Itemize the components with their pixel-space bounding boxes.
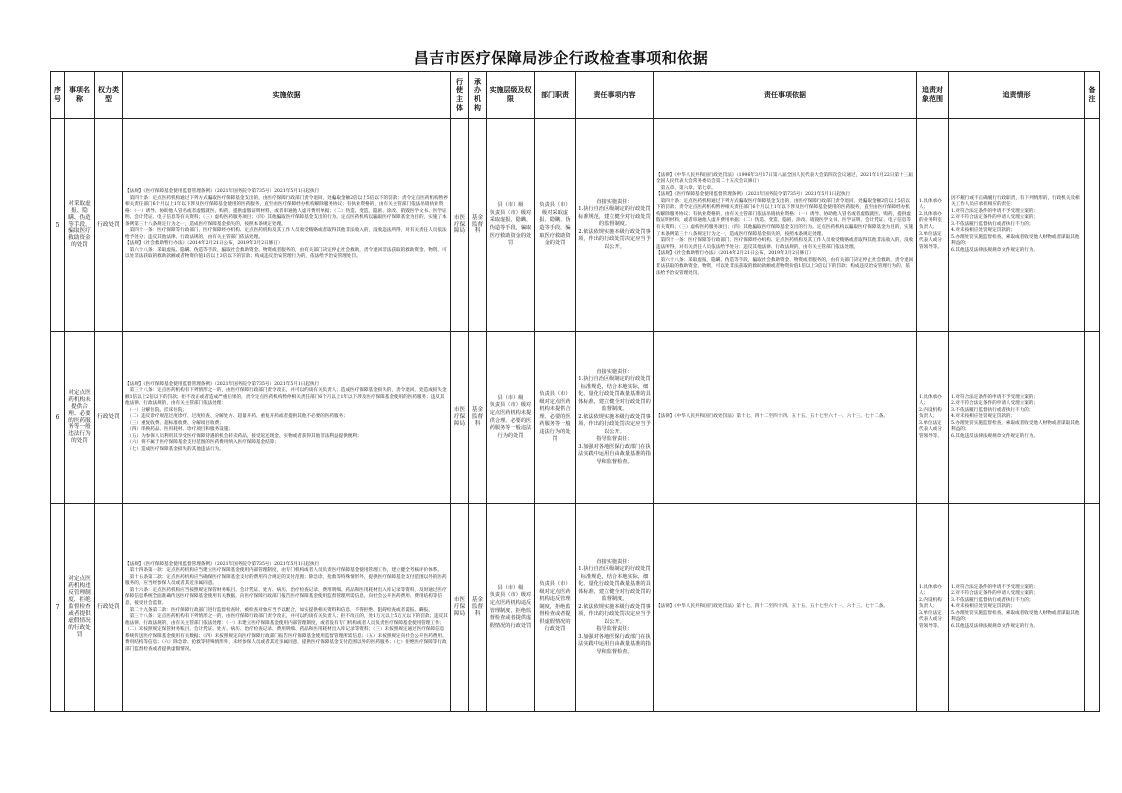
row-seq: 7 [51,504,65,712]
row-subject: 市医疗保障局 [451,119,469,332]
header-name: 事项名称 [65,72,95,119]
row-name: 对定点医药机构违反管理制度，拒绝监督检查或者提供虚假情况的行政处罚 [65,504,95,712]
row-situation: 因不履行或不正确履行行政职责，有下列情形的，行政机关及相关工作人员应承担相应的责任： 1.对符合法定条件的申请不予受理立案的； 2.对不符合法定条件的申请人受理立案的； 3.不依法履行监督执行或者执行不力的； 4.对未按相应处罚规定罚款的； 5.办理处罚实施监督检查，索取或者收受他人财物或者谋取其他利益的； 6.其他违反法律法规规章文件规定的行为。 [949,119,1085,332]
header-scope: 追责对象范围 [917,72,949,119]
row-type: 行政处罚 [95,119,123,332]
header-agency: 承办机构 [469,72,487,119]
row-resp: 直接实施责任： 1.执行自治区级制定的行政处罚标准规范，建立健全对行政处罚的监督制度。 2.依法依规实施本级行政处罚事项，作出的行政处罚决定应当予以公开。 [576,119,654,332]
row-name: 对采取虚报、隐瞒、伪造等手段，骗取医疗救助资金的处罚 [65,119,95,332]
row-level-tier: 县（市）级 [497,394,524,401]
row-note [1085,504,1100,712]
row-seq: 5 [51,119,65,332]
row-subject: 市医疗保障局 [451,504,469,712]
row-duty: 负责县（市）级对定点医药机构未提供合理、必要的医药服务等一般违法行为的处罚 [535,332,576,504]
row-scope: 1.具体承办人； 2.具体承办的业务科室负责人； 3.单位法定代表人或分管领导等。 [917,119,949,332]
row-note [1085,332,1100,504]
header-subject: 行使主体 [451,72,469,119]
row-seq: 6 [51,332,65,504]
header-type: 权力类型 [95,72,123,119]
row-level-tier: 县（市）级 [497,584,524,591]
row-level-desc: 负责县（市）级对定点医药机构违反管理制度，拒绝监督检查或者提供虚假情况的行政处罚 [489,592,532,629]
header-basis: 实施依据 [123,72,451,119]
inspection-table [50,71,1100,712]
row-level [487,332,535,504]
row-note [1085,119,1100,332]
row-duty: 负责县（市）级对采取虚报、隐瞒、伪造等手段，骗取医疗救助资金的处罚 [535,119,576,332]
row-agency: 基金监督科 [469,119,487,332]
row-level [487,504,535,712]
row-resp-basis: 【法律】《中华人民共和国行政处罚法》（1996年3月17日第八届全国人民代表大会第四次会议通过，2021年1月22日第十三届全国人民代表大会常务委员会第二十五次会议修订） 第五章、第六章、第七章。 【法规】《医疗保障基金使用监督管理条例》（2021年国务院令第735号）2021年5月1日起执行 第四十条：定点医药机构通过下列方式骗取医疗保障基金支出的，由医疗保障行政部门责令退回，处骗取金额2倍以上5倍以下的罚款；责令定点医药机构暂停相关责任部门6个月以上1年以下涉及医疗保障基金使用的医药服务，直至由医疗保障经办机构解除服务协议；有执业资格的，由有关主管部门依法吊销执业资格：（一）诱导、协助他人冒名或者虚假就医、购药，提供虚假证明材料，或者串通他人虚开费用单据；（二）伪造、变造、隐匿、涂改、销毁医学文书、医学证明、会计凭证、电子信息等有关资料；（三）虚构医药服务项目；（四）其他骗取医疗保障基金支出的行为。定点医药机构以骗取医疗保障基金为目的，实施了本条例第三十八条规定行为之一，造成医疗保障基金损失的，按照本条规定处理。 第四十一条：医疗保障等行政部门、医疗保障经办机构、定点医药机构及其工作人员收受贿赂或者取得其他非法收入的，没收违法所得，对有关责任人员依法给予处分；违反其他法律、行政法规的，由有关主管部门依法处理。 【法规】《社会救助暂行办法》（2014年2月21日公布，2019年3月2日修订） 第六十八条：采取虚报、隐瞒、伪造等手段，骗取社会救助资金、物资或者服务的，由有关部门决定停止社会救助，责令退回非法获取的救助资金、物资，可以处非法获取的救助款额或者物资价值1倍以上3倍以下的罚款；构成违反治安管理行为的，依法给予治安管理处罚。 [654,119,917,332]
row-name: 对定点医药机构未提供合理、必要的医药服务等一般违法行为的处罚 [65,332,95,504]
table-row [51,504,1100,712]
row-level-desc: 负责县（市）级对采取虚报、隐瞒、伪造等手段，骗取医疗救助资金的处罚 [489,209,532,247]
row-resp: 直接实施责任： 1.执行自治区级制定的行政处罚标准规范，结合本地实际，细化、量化行政处罚裁量基准的具体标准，建立健全对行政处罚的监督制度。 2.依法依规实施本级行政处罚事项，作出的行政处罚决定应当予以公开。 指导监督责任： 3.加强对各地医保行政部门在执法实践中运用自由裁量基准的指导和监督检查。 [576,332,654,504]
row-situation: 1.对符合法定条件的申请不予受理立案的； 2.对不符合法定条件的申请人受理立案的； 3.不依法履行监督执行或者执行不力的； 4.对未按相应处罚规定罚款的； 5.办理处罚实施监督检查，索取或者收受他人财物或者谋取其他利益的； 6.其他违反法律法规规章文件规定的行为。 [949,504,1085,712]
row-subject: 市医疗保障局 [451,332,469,504]
row-agency: 基金监督科 [469,504,487,712]
row-basis: 【法规】《医疗保障基金使用监督管理条例》（2021年国务院令第735号）2021年5月1日起执行 第三十八条：定点医药机构有下列情形之一的，由医疗保障行政部门责令改正，并可以约谈有关负责人；造成医疗保障基金损失的，责令退回，处造成损失金额1倍以上2倍以下的罚款；拒不改正或者造成严重后果的，责令定点医药机构暂停相关责任部门6个月以上1年以下涉及医疗保障基金使用的医药服务；违反其他法律、行政法规的，由有关主管部门依法处理： （一）分解住院、挂床住院； （二）违反诊疗规范过度诊疗、过度检查、分解处方、超量开药、重复开药或者提供其他不必要的医药服务； （三）重复收费、超标准收费、分解项目收费； （四）串换药品、医用耗材、诊疗项目和服务设施； （五）为参保人员利用其享受医疗保障待遇的机会转卖药品，接受返还现金、实物或者获得其他非法利益提供便利； （六）将不属于医疗保障基金支付范围的医药费用纳入医疗保障基金结算； （七）造成医疗保障基金损失的其他违法行为。 [123,332,451,504]
row-resp-basis: 【法律】《中华人民共和国行政处罚法》第十七、四十二至四十四、五十五、五十七至六十一、六十三、七十二条。 [654,504,917,712]
header-note: 备注 [1085,72,1100,119]
header-level: 实施层级及权限 [487,72,535,119]
document-title: 昌吉市医疗保障局涉企行政检查事项和依据 [413,49,709,67]
row-scope: 1.具体承办人； 2.内设机构负责人； 3.单位法定代表人或分管领导等。 [917,504,949,712]
header-situation: 追责情形 [949,72,1085,119]
row-level-desc: 负责县（市）级对定点医药机构未提供合理、必要的医药服务等一般违法行为的处罚 [489,402,532,439]
header-resp: 责任事项内容 [576,72,654,119]
row-resp: 直接实施责任： 1.执行自治区级制定的行政处罚标准规范，结合本地实际，细化、量化行政处罚裁量基准的具体标准，建立健全对行政处罚的监督制度。 2.依法依规实施本级行政处罚事项，作出的行政处罚决定应当予以公开。 指导监督责任： 3.加强对各地医保行政部门在执法实践中运用自由裁量基准的指导和监督检查。 [576,504,654,712]
row-situation: 1.对符合法定条件的申请不予受理立案的； 2.对不符合法定条件的申请人受理立案的； 3.不依法履行监督执行或者执行不力的； 4.对未按相应处罚规定罚款的； 5.办理处罚实施监督检查，索取或者收受他人财物或者谋取其他利益的； 6.其他违反法律法规规章文件规定的行为。 [949,332,1085,504]
row-agency: 基金监督科 [469,332,487,504]
row-type: 行政处罚 [95,332,123,504]
row-basis: 【法规】《医疗保障基金使用监督管理条例》（2021年国务院令第735号）2021年5月1日起执行 第四十条：定点医药机构通过下列方式骗取医疗保障基金支出的，由医疗保障行政部门责令退回，处骗取金额2倍以上5倍以下的罚款；责令定点医药机构暂停相关责任部门6个月以上1年以下涉及医疗保障基金使用的医药服务，直至由医疗保障经办机构解除服务协议；有执业资格的，由有关主管部门依法吊销执业资格：（一）诱导、协助他人冒名或者虚假就医、购药，提供虚假证明材料，或者串通他人虚开费用单据；（二）伪造、变造、隐匿、涂改、销毁医学文书、医学证明、会计凭证、电子信息等有关资料；（三）虚构医药服务项目；（四）其他骗取医疗保障基金支出的行为。定点医药机构以骗取医疗保障基金为目的，实施了本条例第三十八条规定行为之一，造成医疗保障基金损失的，按照本条规定处理。 第四十一条：医疗保障等行政部门、医疗保障经办机构、定点医药机构及其工作人员收受贿赂或者取得其他非法收入的，没收违法所得，对有关责任人员依法给予处分；违反其他法律、行政法规的，由有关主管部门依法处理。 【法规】《社会救助暂行办法》（2014年2月21日公布，2019年3月2日修订） 第六十八条：采取虚报、隐瞒、伪造等手段，骗取社会救助资金、物资或者服务的，由有关部门决定停止社会救助，责令退回非法获取的救助资金、物资，可以处非法获取的救助款额或者物资价值1倍以上3倍以下的罚款；构成违反治安管理行为的，依法给予治安管理处罚。 [123,119,451,332]
header-seq: 序号 [51,72,65,119]
row-basis: 【法规】《医疗保障基金使用监督管理条例》（2021年国务院令第735号）2021年5月1日起执行 第十四条第一款：定点医药机构应当建立医疗保障基金使用内部管理制度，由专门机构或者人员负责医疗保障基金使用管理工作，建立健全考核评价体系。 第十五条第二款：定点医药机构应当确保医疗保障基金支付的费用符合规定的支付范围；除急诊、抢救等特殊情形外，提供医疗保障基金支付范围以外的医药服务的，应当经参保人员或者其近亲属同意。 第十六条：定点医药机构应当按照规定保管财务账目、会计凭证、处方、病历、治疗检查记录、费用明细、药品和医用耗材出入库记录等资料，及时通过医疗保障信息系统全面准确传送医疗保障基金使用有关数据，向医疗保障行政部门报告医疗保障基金使用监督管理所需信息，向社会公开医药费用、费用结构等信息，接受社会监督。 第二十九条第二款：医疗保障行政部门进行监督检查时，被检查对象应当予以配合，如实提供相关资料和信息，不得拒绝、阻碍检查或者谎报、瞒报。 第三十八条：定点医药机构有下列情形之一的，由医疗保障行政部门责令改正，并可以约谈有关负责人；拒不改正的，处1万元以上5万元以下的罚款；违反其他法律、行政法规的，由有关主管部门依法处理：（一）未建立医疗保障基金使用内部管理制度，或者没有专门机构或者人员负责医疗保障基金使用管理工作；（二）未按照规定保管财务账目、会计凭证、处方、病历、治疗检查记录、费用明细、药品和医用耗材出入库记录等资料；（三）未按照规定通过医疗保障信息系统传送医疗保障基金使用有关数据；（四）未按照规定向医疗保障行政部门报告医疗保障基金使用监督管理所需信息；（五）未按照规定向社会公开医药费用、费用结构等信息；（六）除急诊、抢救等特殊情形外，未经参保人员或者其近亲属同意，提供医疗保障基金支付范围以外的医药服务；（七）拒绝医疗保障等行政部门监督检查或者提供虚假情况。 [123,504,451,712]
table-row [51,332,1100,504]
table-header-row [51,72,1100,119]
header-duty: 部门职责 [535,72,576,119]
table-row [51,119,1100,332]
row-level [487,119,535,332]
row-resp-basis: 【法律】《中华人民共和国行政处罚法》第十七、四十二至四十四、五十五、五十七至六十一、六十三、七十二条。 [654,332,917,504]
row-scope: 1.具体承办人； 2.内设机构负责人； 3.单位法定代表人或分管领导等。 [917,332,949,504]
row-type: 行政处罚 [95,504,123,712]
row-level-tier: 县（市）级 [497,202,524,209]
row-duty: 负责县（市）级对定点医药机构违反管理制度，拒绝监督检查或者提供虚假情况的行政处罚 [535,504,576,712]
header-resp-basis: 责任事项依据 [654,72,917,119]
